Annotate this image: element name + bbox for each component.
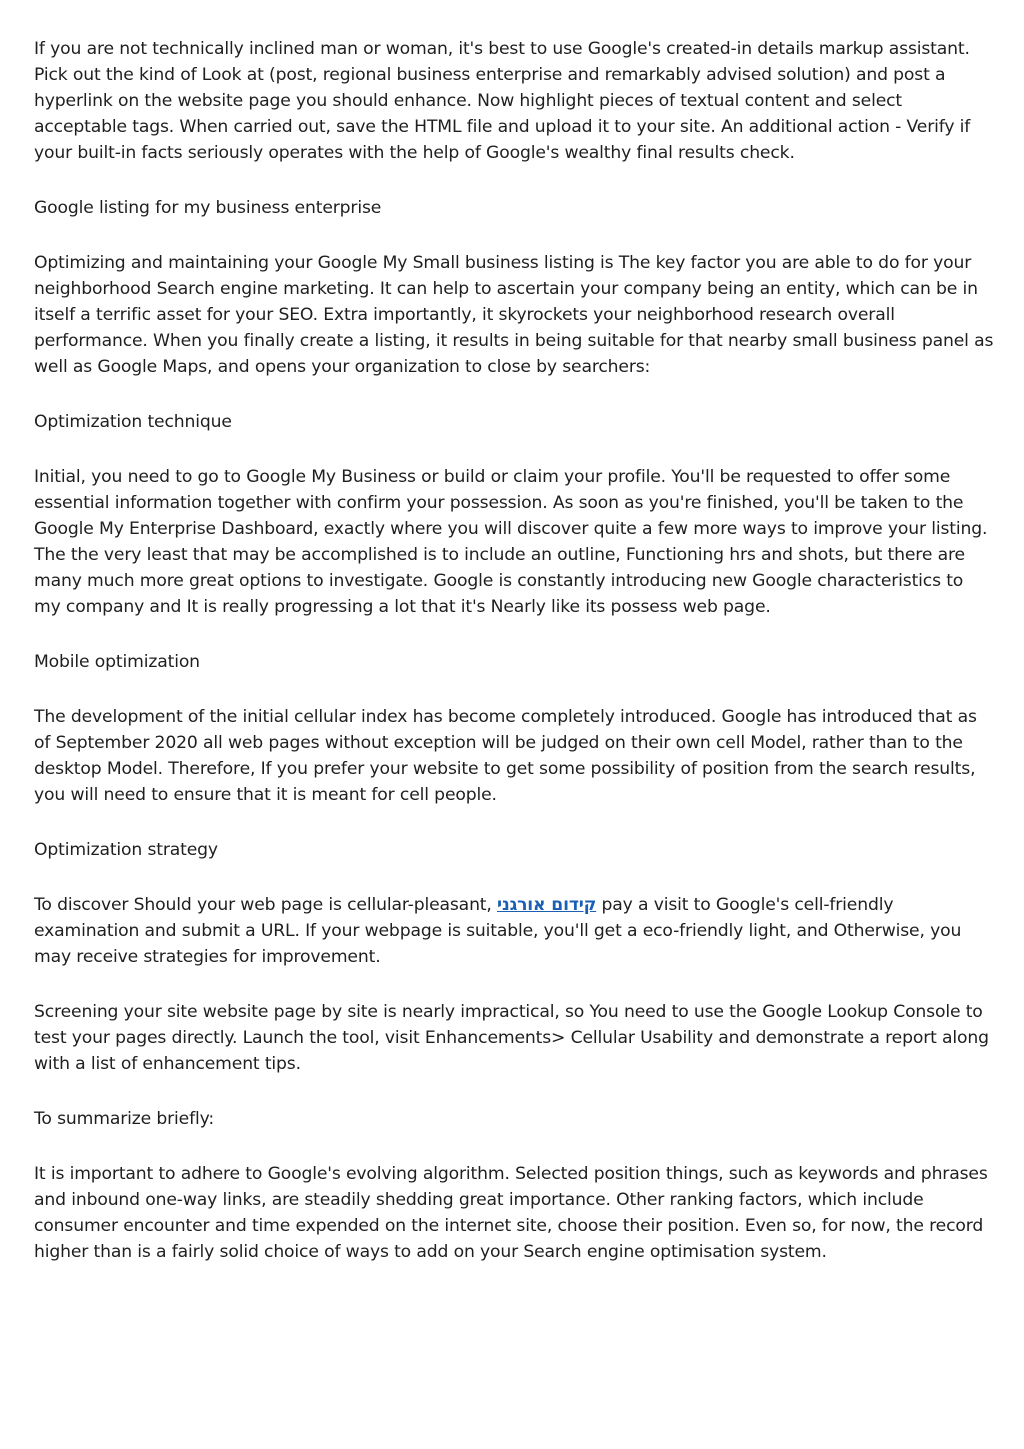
organic-seo-link[interactable]: קידום אורגני bbox=[497, 895, 597, 915]
heading-optimization-technique: Optimization technique bbox=[34, 412, 232, 432]
heading-google-listing: Google listing for my business enterprise bbox=[34, 198, 382, 218]
paragraph-google-my-business: Optimizing and maintaining your Google My Small business listing is The key factor you are able to do for your neighborhood Search engine marketing. It can help to ascertain your company being an entity, which can be in itself a terrific asset for your SEO. Extra importantly, it skyrockets your neighborhood research overall performance. When you finally create a listing, it results in being suitable for that nearby small business panel as well as Google Maps, and opens your organization to close by searchers: bbox=[34, 253, 994, 377]
heading-optimization-strategy: Optimization strategy bbox=[34, 840, 218, 860]
paragraph-structured-data: If you are not technically inclined man or woman, it's best to use Google's created-in details markup assistant. Pick out the kind of Look at (post, regional business enterprise and remarkably advised solution) and post a hyperlink on the website page you should enhance. Now highlight pieces of textual content and select acceptable tags. When carried out, save the HTML file and upload it to your site. An additional action - Verify if your built-in facts seriously operates with the help of Google's wealthy final results check. bbox=[34, 39, 971, 163]
paragraph-mobile-friendly-test bbox=[34, 892, 994, 970]
paragraph-conclusion: It is important to adhere to Google's evolving algorithm. Selected position things, such as keywords and phrases and inbound one-way links, are steadily shedding great importance. Other ranking factors, which include consumer encounter and time expended on the internet site, choose their position. Even so, for now, the record higher than is a fairly solid choice of ways to add on your Search engine optimisation system. bbox=[34, 1164, 988, 1262]
heading-mobile-optimization: Mobile optimization bbox=[34, 652, 200, 672]
paragraph-cellular-index: The development of the initial cellular index has become completely introduced. Google has introduced that as of September 2020 all web pages without exception will be judged on their own cell Model, rather than to the desktop Model. Therefore, If you prefer your website to get some possibility of position from the search results, you will need to ensure that it is meant for cell people. bbox=[34, 707, 977, 805]
paragraph-text-after-link: pay a visit to Google's cell-friendly examination and submit a URL. If your webpage is suitable, you'll get a eco-friendly light, and Otherwise, you may receive strategies for improvement. bbox=[34, 895, 962, 967]
paragraph-search-console: Screening your site website page by site is nearly impractical, so You need to use the Google Lookup Console to test your pages directly. Launch the tool, visit Enhancements> Cellular Usability and demonstrate a report along with a list of enhancement tips. bbox=[34, 1002, 989, 1074]
document-body bbox=[34, 36, 994, 1294]
paragraph-text-before-link: To discover Should your web page is cellular-pleasant, bbox=[34, 895, 498, 915]
heading-summary: To summarize briefly: bbox=[34, 1109, 215, 1129]
paragraph-dashboard: Initial, you need to go to Google My Business or build or claim your profile. You'll be requested to offer some essential information together with confirm your possession. As soon as you're finished, you'll be taken to the Google My Enterprise Dashboard, exactly where you will discover quite a few more ways to improve your listing. The the very least that may be accomplished is to include an outline, Functioning hrs and shots, but there are many much more great options to investigate. Google is constantly introducing new Google characteristics to my company and It is really progressing a lot that it's Nearly like its possess web page. bbox=[34, 467, 988, 617]
